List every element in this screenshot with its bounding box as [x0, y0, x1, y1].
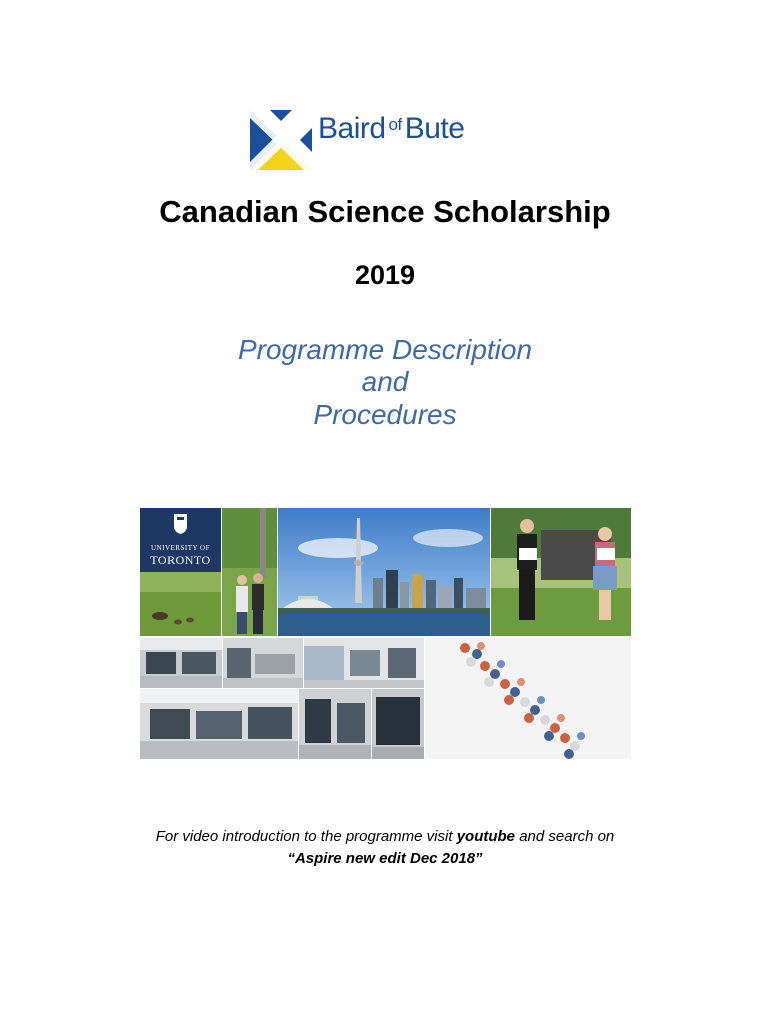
laboratory-photo-6 [372, 689, 424, 759]
video-intro-text [0, 828, 770, 845]
saltire-flag-icon [250, 110, 312, 170]
laboratory-photo-1 [140, 638, 222, 688]
university-of-toronto-badge [140, 508, 221, 572]
students-outdoors-photo [222, 508, 277, 636]
laboratory-photo-5 [299, 689, 371, 759]
video-intro-suffix: and search on [515, 828, 615, 845]
laboratory-photo-2 [223, 638, 303, 688]
toronto-skyline-photo [278, 508, 490, 636]
dna-icon [425, 638, 631, 759]
laboratory-photo-3 [304, 638, 424, 688]
uoft-badge-line2: TORONTO [150, 553, 211, 567]
scholarship-recipients-photo [491, 508, 631, 636]
youtube-keyword: youtube [456, 828, 516, 845]
baird-of-bute-logo [250, 110, 540, 170]
subtitle-line-1: Programme Description [237, 334, 533, 365]
laboratory-photo-4 [140, 689, 298, 759]
logo-word-baird: Baird [318, 112, 386, 145]
uoft-badge-line1: UNIVERSITY OF [151, 544, 210, 552]
logo-word-of: of [388, 115, 402, 134]
video-search-term: “Aspire new edit Dec 2018” [287, 850, 483, 867]
logo-wordmark [318, 112, 464, 146]
year-heading: 2019 [354, 260, 416, 290]
geese-on-grass-photo [140, 572, 221, 636]
logo-word-bute: Bute [404, 112, 465, 145]
video-intro-prefix: For video introduction to the programme visit [155, 828, 457, 845]
subtitle-line-3: Procedures [313, 399, 457, 430]
dna-helix-image [425, 638, 631, 759]
page-title: Canadian Science Scholarship [159, 194, 611, 229]
subtitle-line-2: and [361, 366, 409, 397]
